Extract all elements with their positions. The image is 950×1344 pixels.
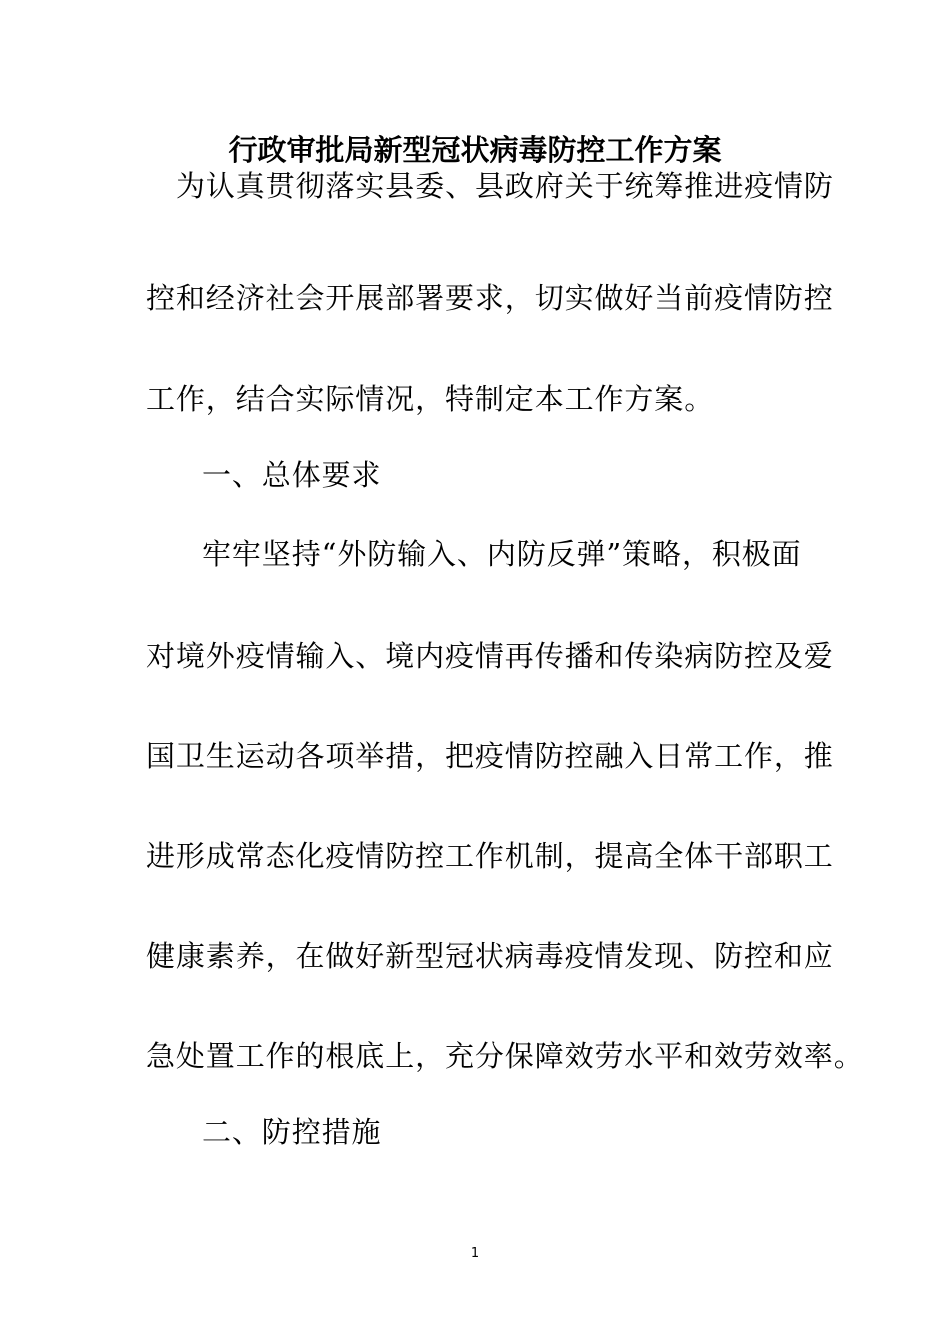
paragraph-line: 健康素养，在做好新型冠状病毒疫情发现、防控和应 <box>146 939 834 973</box>
paragraph-line: 牢牢坚持“外防输入、内防反弹”策略，积极面 <box>202 537 802 571</box>
paragraph-line: 为认真贯彻落实县委、县政府关于统筹推进疫情防 <box>176 169 834 203</box>
paragraph-line: 进形成常态化疫情防控工作机制，提高全体干部职工 <box>146 839 834 873</box>
paragraph-line: 工作，结合实际情况，特制定本工作方案。 <box>146 382 715 416</box>
page-number: 1 <box>470 1246 480 1261</box>
section-heading: 一、总体要求 <box>202 458 382 492</box>
paragraph-line: 对境外疫情输入、境内疫情再传播和传染病防控及爱 <box>146 639 834 673</box>
paragraph-line: 控和经济社会开展部署要求，切实做好当前疫情防控 <box>146 281 834 315</box>
paragraph-line: 国卫生运动各项举措，把疫情防控融入日常工作，推 <box>146 739 834 773</box>
paragraph-line: 急处置工作的根底上，充分保障效劳水平和效劳效率。 <box>146 1039 864 1073</box>
document-title: 行政审批局新型冠状病毒防控工作方案 <box>228 133 722 167</box>
section-heading: 二、防控措施 <box>202 1115 382 1149</box>
